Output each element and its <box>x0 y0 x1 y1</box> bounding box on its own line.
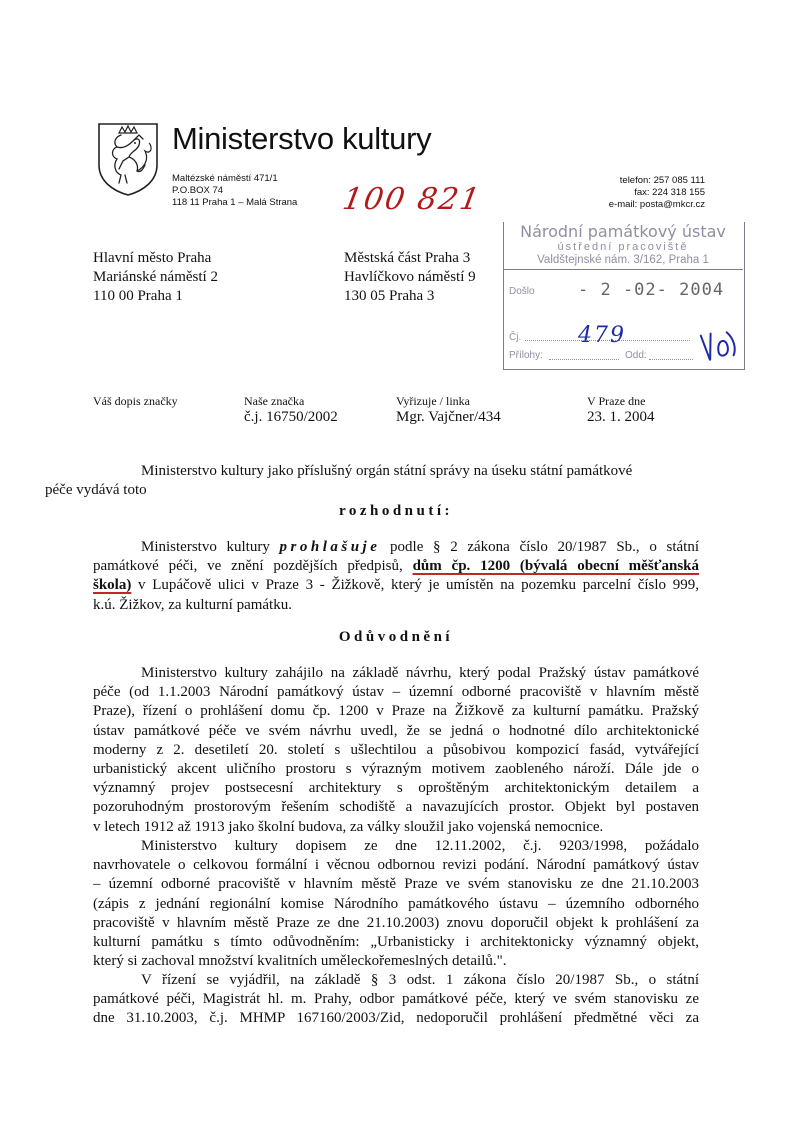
paragraph-line: Ministerstvo kultury zahájilo na základě návrhu, který podal Pražský ústav památkové <box>141 665 699 681</box>
paragraph-line: ústav památkové péče ve svém návrhu uvedl, že se jedná o hodnotné dílo architektonické <box>93 722 699 739</box>
registry-stamp <box>503 220 743 370</box>
declaration-line-1 <box>93 538 699 557</box>
contact-fax: fax: 224 318 155 <box>634 187 705 198</box>
paragraph-line: péče (od 1.1.2003 Národní památkový ústav – územní odborné pracoviště v hlavním městě <box>93 684 699 701</box>
intro-line: Ministerstvo kultury jako příslušný orgán státní správy na úseku státní památkové <box>141 463 633 479</box>
declaration-building: škola) <box>93 577 132 594</box>
reasoning-paragraph-3 <box>93 971 699 1029</box>
ref-handled-by-label: Vyřizuje / linka <box>396 394 470 408</box>
stamp-label-attachments: Přílohy: <box>509 350 543 361</box>
stamp-label-received: Došlo <box>509 286 535 297</box>
ref-date-value: 23. 1. 2004 <box>587 409 655 425</box>
contact-email: e-mail: posta@mkcr.cz <box>608 199 705 210</box>
recipient-line: Mariánské náměstí 2 <box>93 269 218 285</box>
declaration-verb: prohlašuje <box>279 539 381 555</box>
declaration-building: dům čp. 1200 (bývalá obecní měšťanská <box>412 558 699 575</box>
stamp-address: Valdštejnské nám. 3/162, Praha 1 <box>537 254 709 266</box>
address-line: Maltézské náměstí 471/1 <box>172 173 278 184</box>
paragraph-line: Ministerstvo kultury dopisem ze dne 12.11.2002, č.j. 9203/1998, požádalo <box>141 838 699 854</box>
recipient-line: 110 00 Praha 1 <box>93 288 183 304</box>
declaration-text: podle § 2 zákona číslo 20/1987 Sb., o státní <box>390 539 700 555</box>
ministry-address <box>172 173 297 209</box>
paragraph-line: kulturní památku s tímto odůvodněním: „Urbanisticky i architektonicky významný objekt, <box>93 934 699 951</box>
recipient-line: Havlíčkovo náměstí 9 <box>344 269 476 285</box>
ref-your-letter-label: Váš dopis značky <box>93 394 178 408</box>
paragraph-line: v letech 1912 až 1913 jako školní budova, za války sloužil jako vojenská nemocnice. <box>93 818 604 835</box>
paragraph-line: pozoruhodným prostorovým řešením schodiště a navazujících prostor. Objekt byl postaven <box>93 799 699 816</box>
stamp-dotted-line <box>649 359 693 360</box>
handwritten-file-number: 100 821 <box>339 182 485 217</box>
paragraph-line: V řízení se vyjádřil, na základě § 3 odst. 1 zákona číslo 20/1987 Sb., o státní <box>141 972 699 988</box>
ref-date-label: V Praze dne <box>587 394 646 408</box>
ministry-title: Ministerstvo kultury <box>172 121 432 156</box>
paragraph-line: dne 31.10.2003, č.j. MHMP 167160/2003/Zid, nedoporučil prohlášení předmětné věci za <box>93 1010 699 1027</box>
ref-handled-by-value: Mgr. Vajčner/434 <box>396 409 501 425</box>
reasoning-heading: Odůvodnění <box>338 629 454 645</box>
paragraph-line: památkové péči, Magistrát hl. m. Prahy, odbor památkové péče, který ve svém stanovisku ze <box>93 991 699 1008</box>
ref-our-mark-label: Naše značka <box>244 394 305 408</box>
paragraph-line: Praze), řízení o prohlášení domu čp. 1200 v Praze na Žižkově za kulturní památku. Pražský <box>93 703 699 720</box>
reasoning-paragraph-1 <box>93 664 699 837</box>
paragraph-line: urbanistický akcent uličního prostoru s výrazným motivem zaobleného nároží. Dále jde o <box>93 761 699 778</box>
stamp-dotted-line <box>549 359 619 360</box>
declaration-paragraph <box>93 538 699 615</box>
czech-lion-emblem-icon <box>95 121 161 197</box>
declaration-text: památkové péči, ve znění pozdějších předpisů, <box>93 558 403 575</box>
ref-our-mark-value: č.j. 16750/2002 <box>244 409 338 425</box>
recipient-line: 130 05 Praha 3 <box>344 288 435 304</box>
stamp-institution: Národní památkový ústav <box>520 222 726 241</box>
intro-paragraph <box>45 462 699 500</box>
declaration-text: v Lupáčově ulici v Praze 3 - Žižkově, který je umístěn na pozemku parcelní číslo 999, <box>138 577 699 594</box>
stamp-received-date: - 2 -02- 2004 <box>578 280 725 300</box>
recipient-block-1 <box>93 249 218 306</box>
paragraph-line: – územní odborné pracoviště v hlavním městě Praze ve svém stanovisku ze dne 21.10.2003 <box>93 876 699 893</box>
declaration-text: Ministerstvo kultury <box>141 539 270 555</box>
paragraph-line: který si zachoval množství kvalitních uměleckořemeslných detailů.". <box>93 953 507 970</box>
declaration-line-3 <box>93 576 699 595</box>
recipient-line: Městská část Praha 3 <box>344 250 471 266</box>
intro-line: péče vydává toto <box>45 482 147 499</box>
stamp-divider <box>503 269 743 270</box>
paragraph-line: navrhovatele o celkovou formální i věcnou odbornou revizi podání. Národní památkový ústav <box>93 857 699 874</box>
stamp-cj-value: 479 <box>578 323 626 348</box>
paragraph-line: moderny z 2. desetiletí 20. století s ušlechtilou a působivou kompozicí fasád, vytvářející <box>93 741 699 758</box>
address-line: P.O.BOX 74 <box>172 185 224 196</box>
address-line: 118 11 Praha 1 – Malá Strana <box>172 197 298 208</box>
recipient-block-2 <box>344 249 476 306</box>
declaration-line-4: k.ú. Žižkov, za kulturní památku. <box>93 596 292 613</box>
ministry-contact <box>560 175 705 211</box>
contact-phone: telefon: 257 085 111 <box>619 175 705 186</box>
paragraph-line: pracoviště v hlavním městě Praze ze dne 21.10.2003) znovu doporučil objekt k prohlášení za <box>93 914 699 931</box>
decision-heading: rozhodnutí: <box>338 503 454 519</box>
stamp-label-cj: Čj. <box>509 332 522 343</box>
recipient-line: Hlavní město Praha <box>93 250 212 266</box>
paragraph-line: významný projev postsecesní architektury s oproštěným architektonickým detailem a <box>93 780 699 797</box>
handwritten-initials <box>696 324 744 373</box>
paragraph-line: (zápis z jednání regionální komise Národního památkového ústavu – územního odborného <box>93 895 699 912</box>
reasoning-paragraph-2 <box>93 837 699 971</box>
declaration-line-2 <box>93 557 699 576</box>
stamp-label-department: Odd: <box>625 350 647 361</box>
stamp-department: ústřední pracoviště <box>557 241 689 253</box>
